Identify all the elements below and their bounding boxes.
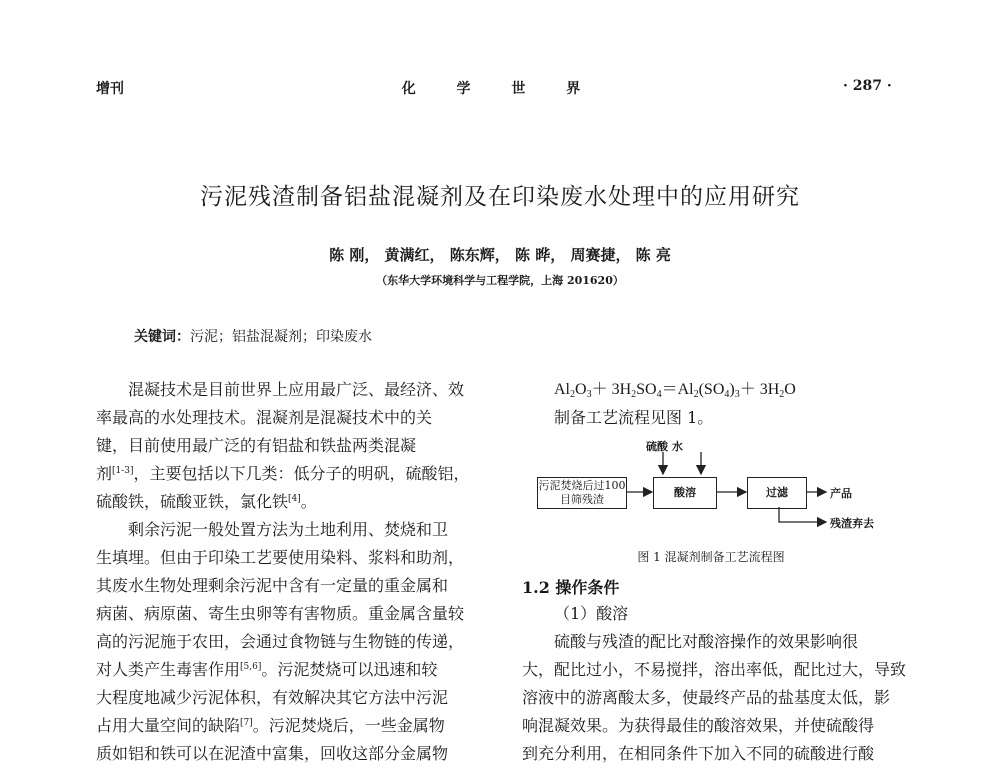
box-filtration: 过滤 — [747, 477, 807, 509]
left-line-13-a: 占用大量空间的缺陷 — [96, 716, 241, 735]
left-line-13-b: 。污泥焚烧后，一些金属物 — [252, 716, 445, 735]
page-number: · 287 · — [843, 78, 892, 94]
left-line-14: 质如铝和铁可以在泥渣中富集，回收这部分金属物 — [96, 744, 449, 763]
right-line-3: 溶液中的游离酸太多，使最终产品的盐基度太低，影 — [522, 688, 891, 707]
left-line-9: 病菌、病原菌、寄生虫卵等有害物质。重金属含量较 — [96, 604, 465, 623]
left-line-5-b: 。 — [300, 492, 317, 511]
left-line-11-b: 。污泥焚烧可以迅速和较 — [261, 660, 438, 679]
flow-product: 产品 — [830, 487, 852, 500]
keywords-label: 关键词： — [134, 329, 190, 345]
left-line-6: 剩余污泥一般处置方法为土地利用、焚烧和卫 — [128, 520, 449, 539]
flow-residue-discard: 残渣弃去 — [830, 517, 874, 530]
left-line-10: 高的污泥施于农田，会通过食物链与生物链的传递， — [96, 632, 465, 651]
paper-title: 污泥残渣制备铝盐混凝剂及在印染废水处理中的应用研究 — [200, 184, 800, 210]
right-line-4: 响混凝效果。为获得最佳的酸溶效果，并使硫酸得 — [522, 716, 875, 735]
left-line-4-b: ，主要包括以下几类：低分子的明矾，硫酸铝， — [133, 464, 470, 483]
left-line-2: 率最高的水处理技术。混凝剂是混凝技术中的关 — [96, 408, 433, 427]
journal-issue: 增刊 — [96, 81, 124, 97]
citation-5-6: [5,6] — [240, 662, 262, 672]
left-line-1: 混凝技术是目前世界上应用最广泛、最经济、效 — [128, 380, 465, 399]
left-line-8: 其废水生物处理剩余污泥中含有一定量的重金属和 — [96, 576, 449, 595]
left-line-5-a: 硫酸铁，硫酸亚铁，氯化铁 — [96, 492, 289, 511]
citation-4: [4] — [288, 494, 301, 504]
section-heading: 1.2 操作条件 — [522, 578, 620, 597]
flow-intro: 制备工艺流程见图 1。 — [554, 408, 714, 427]
citation-1-3: [1-3] — [112, 466, 134, 476]
author-list: 陈 刚， 黄满红， 陈东辉， 陈 晔， 周赛捷， 陈 亮 — [329, 246, 671, 264]
left-line-4-a: 剂 — [96, 464, 113, 483]
left-line-3: 键，目前使用最广泛的有铝盐和铁盐两类混凝 — [96, 436, 417, 455]
arrow-filter-to-waste — [779, 507, 826, 522]
citation-7: [7] — [240, 718, 253, 728]
journal-title: 化 学 世 界 — [401, 81, 599, 97]
figure-caption: 图 1 混凝剂制备工艺流程图 — [637, 550, 785, 564]
left-line-7: 生填埋。但由于印染工艺要使用染料、浆料和助剂， — [96, 548, 465, 567]
left-line-12: 大程度地减少污泥体积，有效解决其它方法中污泥 — [96, 688, 449, 707]
keywords-text: 污泥；铝盐混凝剂；印染废水 — [190, 329, 372, 345]
subsection-heading: （1）酸溶 — [554, 604, 629, 623]
right-line-1: 硫酸与残渣的配比对酸溶操作的效果影响很 — [554, 632, 859, 651]
right-line-2: 大，配比过小，不易搅拌，溶出率低，配比过大，导致 — [522, 660, 907, 679]
right-line-5: 到充分利用，在相同条件下加入不同的硫酸进行酸 — [522, 744, 875, 763]
flow-inputs: 硫酸 水 — [646, 440, 683, 453]
affiliation: （东华大学环境科学与工程学院，上海 201620） — [376, 274, 624, 287]
box-acid-dissolution: 酸溶 — [653, 477, 717, 509]
box-sludge-residue: 污泥焚烧后过100目筛残渣 — [537, 477, 627, 509]
chemical-equation: $Al_2O_3+ 3H_2SO_4=Al_2(SO_4)_3+ 3H_2O$ — [554, 381, 796, 400]
left-line-11-a: 对人类产生毒害作用 — [96, 660, 241, 679]
